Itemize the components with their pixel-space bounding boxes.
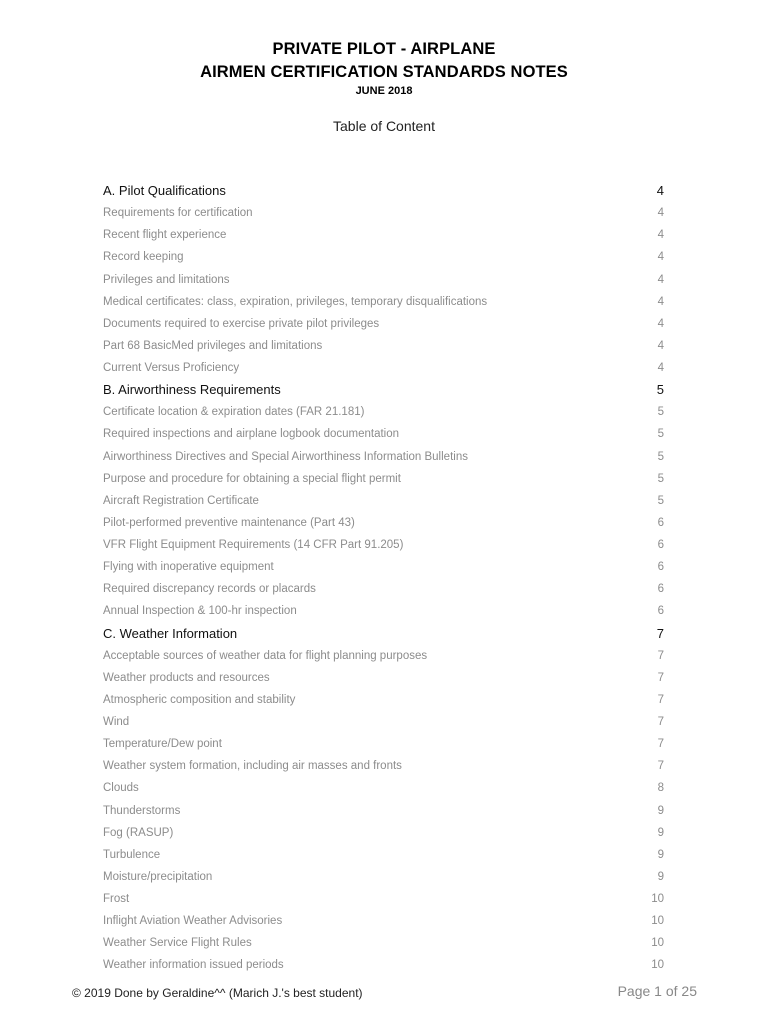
toc-entry-row[interactable] <box>0 269 768 291</box>
toc-entry-label: Frost <box>103 893 130 905</box>
page-indicator: Page 1 of 25 <box>617 983 697 999</box>
toc-entry-row[interactable] <box>0 822 768 844</box>
toc-entry-row[interactable] <box>0 866 768 888</box>
toc-entry-label: Weather products and resources <box>103 671 270 684</box>
toc-entry-row[interactable] <box>0 291 768 313</box>
table-of-contents <box>0 180 768 977</box>
toc-entry-row[interactable] <box>0 202 768 224</box>
toc-entry-row[interactable] <box>0 468 768 490</box>
toc-entry-label: Medical certificates: class, expiration, privileges, temporary disqualifications <box>103 295 488 308</box>
toc-entry-label: VFR Flight Equipment Requirements (14 CFR Part 91.205) <box>103 539 404 551</box>
toc-entry-row[interactable] <box>0 711 768 733</box>
toc-entry-row[interactable] <box>0 910 768 932</box>
toc-entry-row[interactable] <box>0 777 768 799</box>
toc-entry-label: Recent flight experience <box>103 229 227 242</box>
toc-entry-label: Certificate location & expiration dates (FAR 21.181) <box>103 406 365 419</box>
toc-entry-row[interactable] <box>0 844 768 866</box>
toc-entry-row[interactable] <box>0 357 768 379</box>
toc-page-number: 4 <box>657 229 664 242</box>
toc-section-label: C. Weather Information <box>103 625 238 641</box>
toc-entry-label: Acceptable sources of weather data for flight planning purposes <box>103 649 428 662</box>
toc-entry-label: Temperature/Dew point <box>103 738 222 751</box>
toc-entry-label: Requirements for certification <box>103 207 253 220</box>
toc-page-number: 6 <box>657 605 664 618</box>
toc-entry-label: Weather information issued periods <box>103 959 284 972</box>
toc-entry-label: Inflight Aviation Weather Advisories <box>103 915 283 928</box>
toc-page-number: 10 <box>651 959 664 972</box>
toc-entry-row[interactable] <box>0 932 768 954</box>
toc-entry-label: Privileges and limitations <box>103 273 230 286</box>
toc-entry-row[interactable] <box>0 512 768 534</box>
toc-page-number: 4 <box>657 362 664 374</box>
toc-page-number: 7 <box>657 649 664 662</box>
toc-section-row[interactable] <box>0 180 768 202</box>
toc-entry-label: Record keeping <box>103 251 184 264</box>
toc-entry-row[interactable] <box>0 800 768 822</box>
toc-page-number: 8 <box>657 782 664 795</box>
document-title-line1: PRIVATE PILOT - AIRPLANE <box>272 40 496 58</box>
toc-page-number: 9 <box>657 804 664 817</box>
toc-page-number: 10 <box>651 937 664 950</box>
toc-entry-row[interactable] <box>0 888 768 910</box>
toc-entry-row[interactable] <box>0 490 768 512</box>
toc-heading: Table of Content <box>333 118 435 134</box>
document-date: JUNE 2018 <box>355 85 413 97</box>
toc-entry-label: Clouds <box>103 782 139 795</box>
toc-page-number: 5 <box>657 494 664 507</box>
toc-entry-row[interactable] <box>0 224 768 246</box>
toc-section-label: B. Airworthiness Requirements <box>103 382 281 398</box>
toc-page-number: 7 <box>657 760 664 773</box>
toc-entry-row[interactable] <box>0 578 768 600</box>
toc-page-number: 5 <box>657 472 664 485</box>
toc-entry-row[interactable] <box>0 689 768 711</box>
toc-entry-label: Aircraft Registration Certificate <box>103 494 259 507</box>
toc-entry-label: Fog (RASUP) <box>103 826 174 839</box>
toc-page-number: 4 <box>657 207 664 220</box>
toc-entry-label: Pilot-performed preventive maintenance (Part 43) <box>103 516 355 529</box>
toc-entry-row[interactable] <box>0 645 768 667</box>
toc-entry-label: Documents required to exercise private pilot privileges <box>103 317 380 330</box>
toc-entry-label: Part 68 BasicMed privileges and limitations <box>103 339 323 352</box>
toc-entry-label: Required discrepancy records or placards <box>103 583 316 596</box>
toc-entry-label: Flying with inoperative equipment <box>103 561 274 574</box>
toc-page-number: 6 <box>657 583 664 596</box>
toc-page-number: 4 <box>657 317 664 330</box>
footer-credit: © 2019 Done by Geraldine^^ (Marich J.'s best student) <box>72 986 363 1000</box>
toc-entry-row[interactable] <box>0 667 768 689</box>
toc-entry-row[interactable] <box>0 446 768 468</box>
toc-section-row[interactable] <box>0 379 768 401</box>
toc-entry-label: Atmospheric composition and stability <box>103 693 296 706</box>
toc-page-number: 5 <box>657 428 664 441</box>
toc-entry-label: Current Versus Proficiency <box>103 362 240 374</box>
toc-page-number: 10 <box>651 893 664 905</box>
toc-page-number: 10 <box>651 915 664 928</box>
toc-page-number: 5 <box>657 450 664 463</box>
toc-entry-row[interactable] <box>0 246 768 268</box>
toc-page-number: 9 <box>657 870 664 883</box>
toc-entry-row[interactable] <box>0 313 768 335</box>
toc-page-number: 7 <box>657 716 664 728</box>
toc-entry-label: Airworthiness Directives and Special Airworthiness Information Bulletins <box>103 450 468 463</box>
toc-section-label: A. Pilot Qualifications <box>103 183 226 198</box>
toc-entry-row[interactable] <box>0 335 768 357</box>
toc-page-number: 6 <box>657 516 664 529</box>
toc-page-number: 4 <box>657 339 664 352</box>
toc-page-number: 6 <box>657 539 664 551</box>
toc-page-number: 6 <box>657 561 664 574</box>
toc-page-number: 4 <box>657 273 664 286</box>
toc-entry-row[interactable] <box>0 556 768 578</box>
toc-entry-label: Weather Service Flight Rules <box>103 937 252 950</box>
toc-entry-label: Wind <box>103 716 130 728</box>
toc-page-number: 7 <box>657 671 664 684</box>
toc-entry-label: Turbulence <box>103 848 161 861</box>
toc-page-number: 7 <box>656 625 664 641</box>
toc-entry-label: Required inspections and airplane logbook documentation <box>103 428 400 441</box>
toc-entry-row[interactable] <box>0 423 768 445</box>
toc-page-number: 4 <box>656 183 664 198</box>
toc-entry-label: Weather system formation, including air masses and fronts <box>103 760 402 773</box>
toc-entry-label: Moisture/precipitation <box>103 870 213 883</box>
toc-entry-label: Thunderstorms <box>103 804 181 817</box>
toc-page-number: 4 <box>657 251 664 264</box>
toc-entry-row[interactable] <box>0 755 768 777</box>
toc-entry-label: Purpose and procedure for obtaining a special flight permit <box>103 472 401 485</box>
toc-page-number: 7 <box>657 738 664 751</box>
toc-entry-row[interactable] <box>0 600 768 622</box>
toc-section-row[interactable] <box>0 623 768 645</box>
toc-page-number: 5 <box>657 406 664 419</box>
toc-entry-label: Annual Inspection & 100-hr inspection <box>103 605 297 618</box>
toc-page-number: 7 <box>657 693 664 706</box>
toc-entry-row[interactable] <box>0 954 768 976</box>
toc-page-number: 5 <box>656 382 664 398</box>
document-title-line2: AIRMEN CERTIFICATION STANDARDS NOTES <box>200 63 568 81</box>
toc-entry-row[interactable] <box>0 401 768 423</box>
toc-entry-row[interactable] <box>0 534 768 556</box>
toc-page-number: 4 <box>657 295 664 308</box>
toc-page-number: 9 <box>657 826 664 839</box>
toc-entry-row[interactable] <box>0 733 768 755</box>
toc-page-number: 9 <box>657 848 664 861</box>
